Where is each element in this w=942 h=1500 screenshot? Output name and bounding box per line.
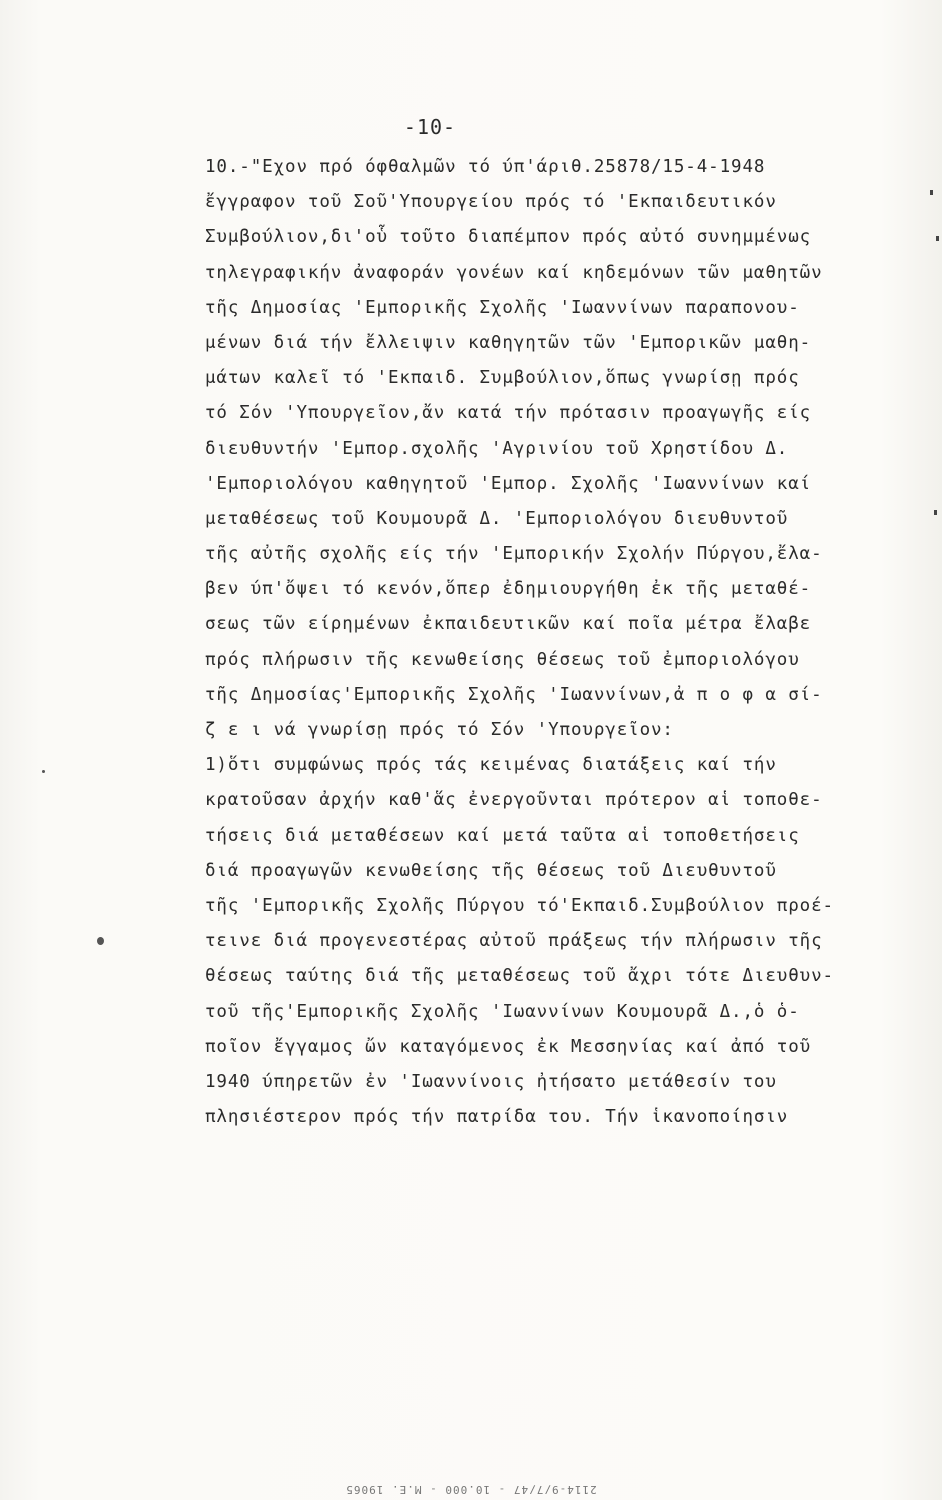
text-line: βεν ύπ'ὄψει τό κενόν,ὅπερ ἐδημιουργήθη ἐκ τῆς μεταθέ-: [205, 579, 812, 600]
text-line: ζ ε ι νά γνωρίσῃ πρός τό Σόν 'Υπουργεῖον:: [205, 720, 674, 740]
text-line: τό Σόν 'Υπουργεῖον,ἄν κατά τήν πρότασιν προαγωγῆς είς: [205, 403, 812, 424]
paper-speck: [97, 937, 104, 945]
text-line: 1940 ύπηρετῶν ἐν 'Ιωαννίνοις ἠτήσατο μετάθεσίν του: [205, 1071, 777, 1092]
text-line: τηλεγραφικήν ἀναφοράν γονέων καί κηδεμόνων τῶν μαθητῶν: [205, 262, 823, 283]
text-line: Συμβούλιον,δι'οὗ τοῦτο διαπέμπον πρός αὐτό συνημμένως: [205, 227, 812, 248]
text-line: κρατοῦσαν ἀρχήν καθ'ἅς ἐνεργοῦνται πρότερον αἱ τοποθε-: [205, 790, 823, 811]
text-line: 10.-"Εχον πρό όφθαλμῶν τό ύπ'άριθ.25878/15-4-1948: [205, 157, 766, 177]
text-line: μένων διά τήν ἔλλειψιν καθηγητῶν τῶν 'Εμπορικῶν μαθη-: [205, 332, 812, 353]
text-line: θέσεως ταύτης διά τῆς μεταθέσεως τοῦ ἄχρι τότε Διευθυν-: [205, 966, 834, 987]
text-line: τῆς αὐτῆς σχολῆς είς τήν 'Εμπορικήν Σχολήν Πύργου,ἔλα-: [205, 544, 823, 565]
text-line: τῆς 'Εμπορικῆς Σχολῆς Πύργου τό'Εκπαιδ.Συμβούλιον προέ-: [205, 895, 834, 916]
text-line: μεταθέσεως τοῦ Κουμουρᾶ Δ. 'Εμποριολόγου διευθυντοῦ: [205, 508, 789, 529]
text-line: τῆς Δημοσίας'Εμπορικῆς Σχολῆς 'Ιωαννίνων,ἀ π ο φ α σί-: [205, 684, 823, 705]
text-line: ἔγγραφον τοῦ Σοῦ'Υπουργείου πρός τό 'Εκπαιδευτικόν: [205, 192, 777, 213]
text-line: 1)ὅτι συμφώνως πρός τάς κειμένας διατάξεις καί τήν: [205, 755, 777, 776]
text-line: τεινε διά προγενεστέρας αὐτοῦ πράξεως τήν πλήρωσιν τῆς: [205, 931, 823, 952]
text-line: μάτων καλεῖ τό 'Εκπαιδ. Συμβούλιον,ὅπως γνωρίσῃ πρός: [205, 368, 800, 389]
text-line: ποῖον ἔγγαμος ὤν καταγόμενος ἐκ Μεσσηνίας καί ἀπό τοῦ: [205, 1036, 812, 1057]
printer-footer: 2114-9/7/47 - 10.000 - M.E. 19065: [345, 1483, 597, 1496]
body-text: [205, 150, 920, 1135]
margin-mark: [930, 190, 933, 195]
page-number: -10-: [403, 115, 457, 139]
text-line: τήσεις διά μεταθέσεων καί μετά ταῦτα αἱ τοποθετήσεις: [205, 825, 800, 846]
text-line: πρός πλήρωσιν τῆς κενωθείσης θέσεως τοῦ ἐμποριολόγου: [205, 649, 800, 670]
text-line: τῆς Δημοσίας 'Εμπορικῆς Σχολῆς 'Ιωαννίνων παραπονου-: [205, 297, 800, 318]
text-line: τοῦ τῆς'Εμπορικῆς Σχολῆς 'Ιωαννίνων Κουμουρᾶ Δ.,ὁ ὁ-: [205, 1001, 800, 1022]
paper-speck: [42, 770, 45, 773]
text-line: διά προαγωγῶν κενωθείσης τῆς θέσεως τοῦ Διευθυντοῦ: [205, 860, 777, 881]
text-line: 'Εμποριολόγου καθηγητοῦ 'Εμπορ. Σχολῆς 'Ιωαννίνων καί: [205, 473, 812, 494]
text-line: σεως τῶν είρημένων ἐκπαιδευτικῶν καί ποῖα μέτρα ἔλαβε: [205, 614, 812, 635]
text-line: πλησιέστερον πρός τήν πατρίδα του. Τήν ἱκανοποίησιν: [205, 1107, 789, 1128]
text-line: διευθυντήν 'Εμπορ.σχολῆς 'Αγρινίου τοῦ Χρηστίδου Δ.: [205, 438, 789, 459]
margin-mark: [934, 510, 937, 515]
margin-mark: [936, 236, 939, 241]
